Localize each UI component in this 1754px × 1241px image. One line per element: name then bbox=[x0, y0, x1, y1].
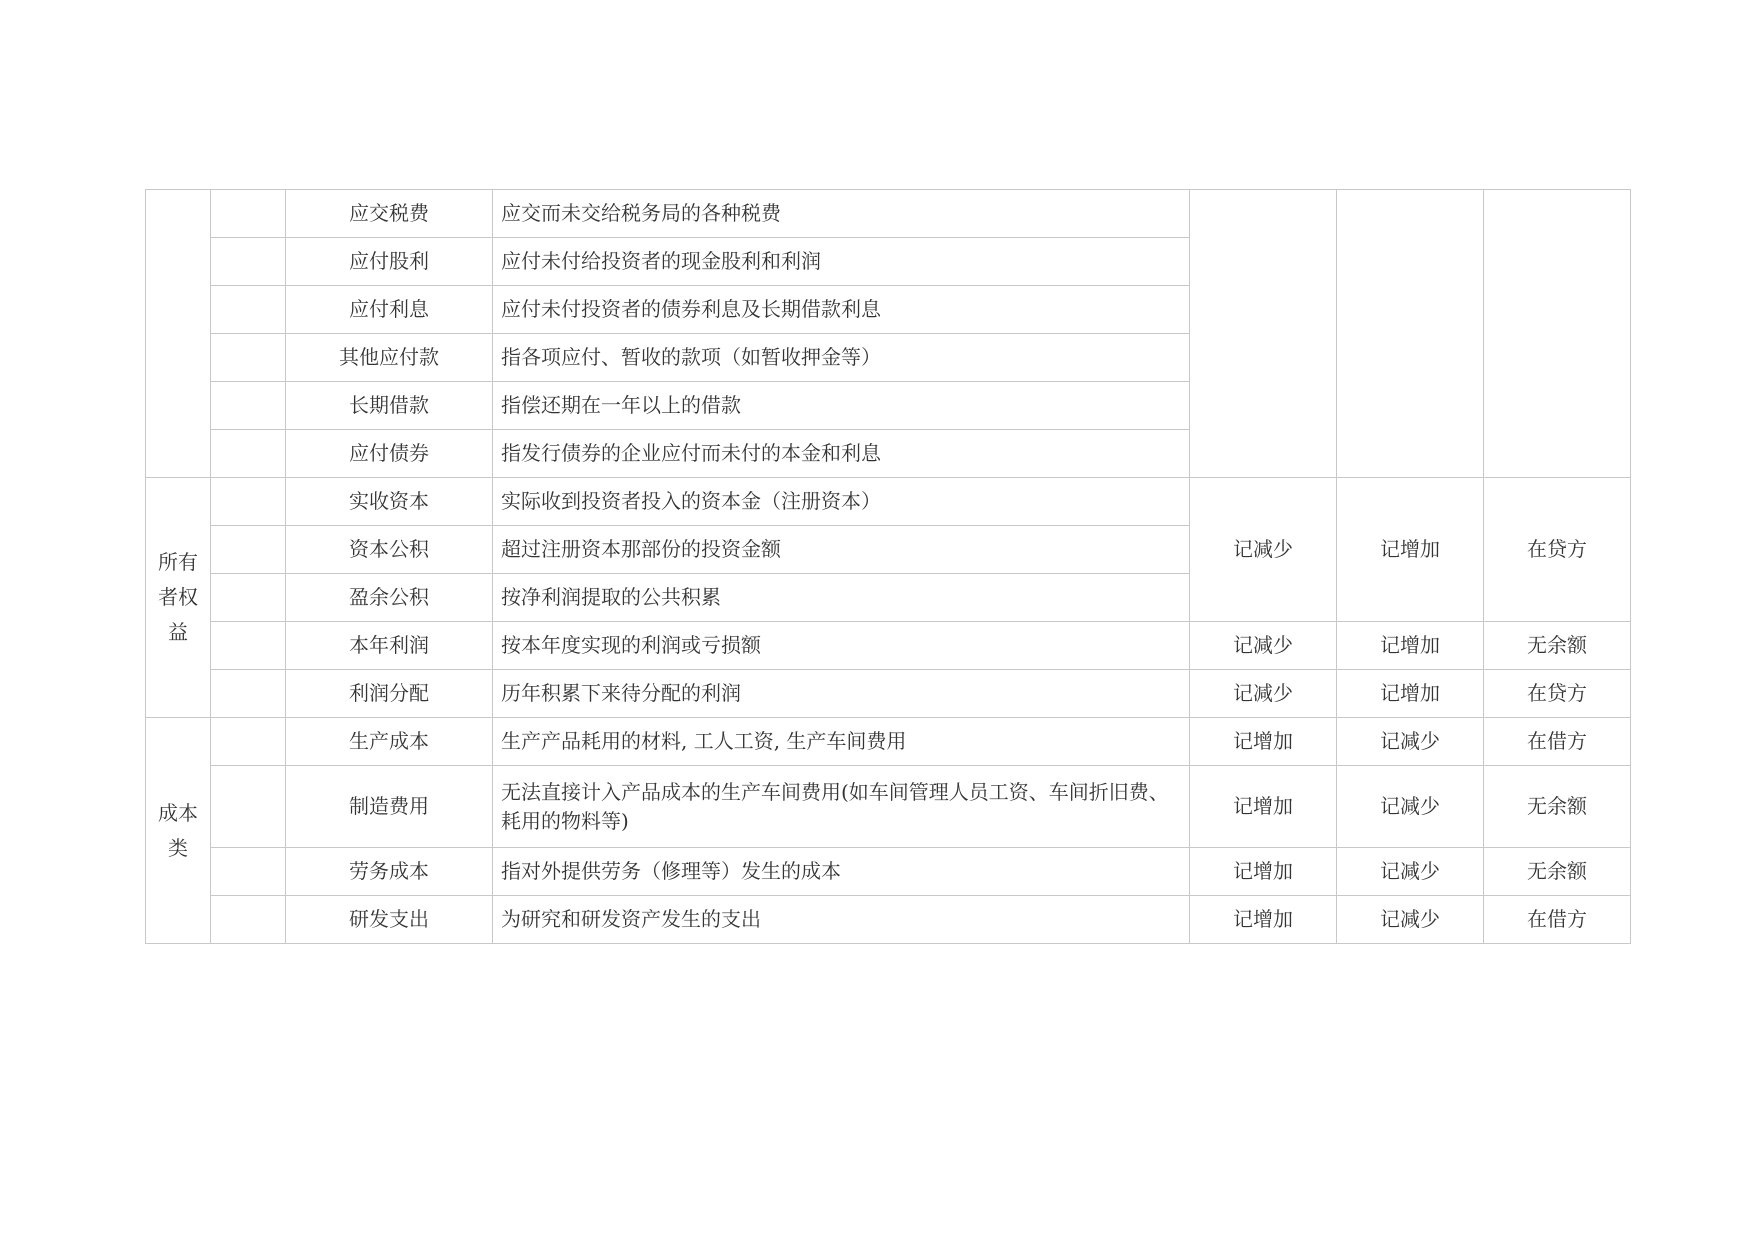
balance-side-cell bbox=[1484, 190, 1631, 478]
account-description: 指对外提供劳务（修理等）发生的成本 bbox=[493, 848, 1190, 896]
account-description: 指偿还期在一年以上的借款 bbox=[493, 382, 1190, 430]
table-row bbox=[146, 478, 1631, 526]
credit-direction-cell: 记增加 bbox=[1337, 670, 1484, 718]
blank-cell bbox=[211, 718, 286, 766]
account-description: 历年积累下来待分配的利润 bbox=[493, 670, 1190, 718]
category-label: 成本类 bbox=[158, 800, 198, 860]
credit-direction-cell: 记减少 bbox=[1337, 896, 1484, 944]
balance-side-cell: 无余额 bbox=[1484, 622, 1631, 670]
table-row bbox=[146, 896, 1631, 944]
account-name: 长期借款 bbox=[286, 382, 493, 430]
blank-cell bbox=[211, 896, 286, 944]
account-description: 实际收到投资者投入的资本金（注册资本） bbox=[493, 478, 1190, 526]
account-description: 超过注册资本那部份的投资金额 bbox=[493, 526, 1190, 574]
blank-cell bbox=[211, 766, 286, 848]
account-description: 无法直接计入产品成本的生产车间费用(如车间管理人员工资、车间折旧费、耗用的物料等) bbox=[493, 766, 1190, 848]
blank-cell bbox=[211, 238, 286, 286]
table-row bbox=[146, 670, 1631, 718]
credit-direction-cell: 记减少 bbox=[1337, 718, 1484, 766]
balance-side-cell: 在借方 bbox=[1484, 718, 1631, 766]
account-name: 生产成本 bbox=[286, 718, 493, 766]
blank-cell bbox=[211, 334, 286, 382]
blank-cell bbox=[211, 286, 286, 334]
account-name: 其他应付款 bbox=[286, 334, 493, 382]
blank-cell bbox=[211, 574, 286, 622]
account-name: 资本公积 bbox=[286, 526, 493, 574]
account-name: 劳务成本 bbox=[286, 848, 493, 896]
account-description: 应付未付给投资者的现金股利和利润 bbox=[493, 238, 1190, 286]
table-row bbox=[146, 718, 1631, 766]
debit-direction-cell: 记减少 bbox=[1190, 670, 1337, 718]
account-name: 盈余公积 bbox=[286, 574, 493, 622]
account-description: 应交而未交给税务局的各种税费 bbox=[493, 190, 1190, 238]
table-row bbox=[146, 848, 1631, 896]
table-row bbox=[146, 190, 1631, 238]
account-description: 按本年度实现的利润或亏损额 bbox=[493, 622, 1190, 670]
debit-direction-cell: 记增加 bbox=[1190, 718, 1337, 766]
balance-side-cell: 在贷方 bbox=[1484, 478, 1631, 622]
credit-direction-cell: 记增加 bbox=[1337, 622, 1484, 670]
debit-direction-cell: 记增加 bbox=[1190, 896, 1337, 944]
account-name: 利润分配 bbox=[286, 670, 493, 718]
account-description: 按净利润提取的公共积累 bbox=[493, 574, 1190, 622]
account-name: 本年利润 bbox=[286, 622, 493, 670]
credit-direction-cell: 记减少 bbox=[1337, 848, 1484, 896]
debit-direction-cell bbox=[1190, 190, 1337, 478]
account-name: 应付债券 bbox=[286, 430, 493, 478]
table-row bbox=[146, 622, 1631, 670]
table-row bbox=[146, 766, 1631, 848]
blank-cell bbox=[211, 526, 286, 574]
account-description: 指各项应付、暂收的款项（如暂收押金等） bbox=[493, 334, 1190, 382]
account-description: 应付未付投资者的债券利息及长期借款利息 bbox=[493, 286, 1190, 334]
accounts-table bbox=[145, 189, 1631, 944]
account-name: 实收资本 bbox=[286, 478, 493, 526]
debit-direction-cell: 记增加 bbox=[1190, 848, 1337, 896]
credit-direction-cell bbox=[1337, 190, 1484, 478]
account-name: 应交税费 bbox=[286, 190, 493, 238]
balance-side-cell: 在借方 bbox=[1484, 896, 1631, 944]
credit-direction-cell: 记增加 bbox=[1337, 478, 1484, 622]
credit-direction-cell: 记减少 bbox=[1337, 766, 1484, 848]
balance-side-cell: 无余额 bbox=[1484, 766, 1631, 848]
blank-cell bbox=[211, 670, 286, 718]
blank-cell bbox=[211, 430, 286, 478]
blank-cell bbox=[211, 622, 286, 670]
debit-direction-cell: 记减少 bbox=[1190, 622, 1337, 670]
debit-direction-cell: 记减少 bbox=[1190, 478, 1337, 622]
category-cell-equity bbox=[146, 478, 211, 718]
balance-side-cell: 在贷方 bbox=[1484, 670, 1631, 718]
blank-cell bbox=[211, 848, 286, 896]
blank-cell bbox=[211, 382, 286, 430]
account-name: 研发支出 bbox=[286, 896, 493, 944]
debit-direction-cell: 记增加 bbox=[1190, 766, 1337, 848]
account-name: 制造费用 bbox=[286, 766, 493, 848]
account-name: 应付利息 bbox=[286, 286, 493, 334]
balance-side-cell: 无余额 bbox=[1484, 848, 1631, 896]
category-label: 所有者权益 bbox=[158, 550, 198, 644]
blank-cell bbox=[211, 190, 286, 238]
category-cell-cost bbox=[146, 718, 211, 944]
account-name: 应付股利 bbox=[286, 238, 493, 286]
category-cell-liabilities bbox=[146, 190, 211, 478]
account-description: 指发行债券的企业应付而未付的本金和利息 bbox=[493, 430, 1190, 478]
account-description: 为研究和研发资产发生的支出 bbox=[493, 896, 1190, 944]
blank-cell bbox=[211, 478, 286, 526]
account-description: 生产产品耗用的材料, 工人工资, 生产车间费用 bbox=[493, 718, 1190, 766]
